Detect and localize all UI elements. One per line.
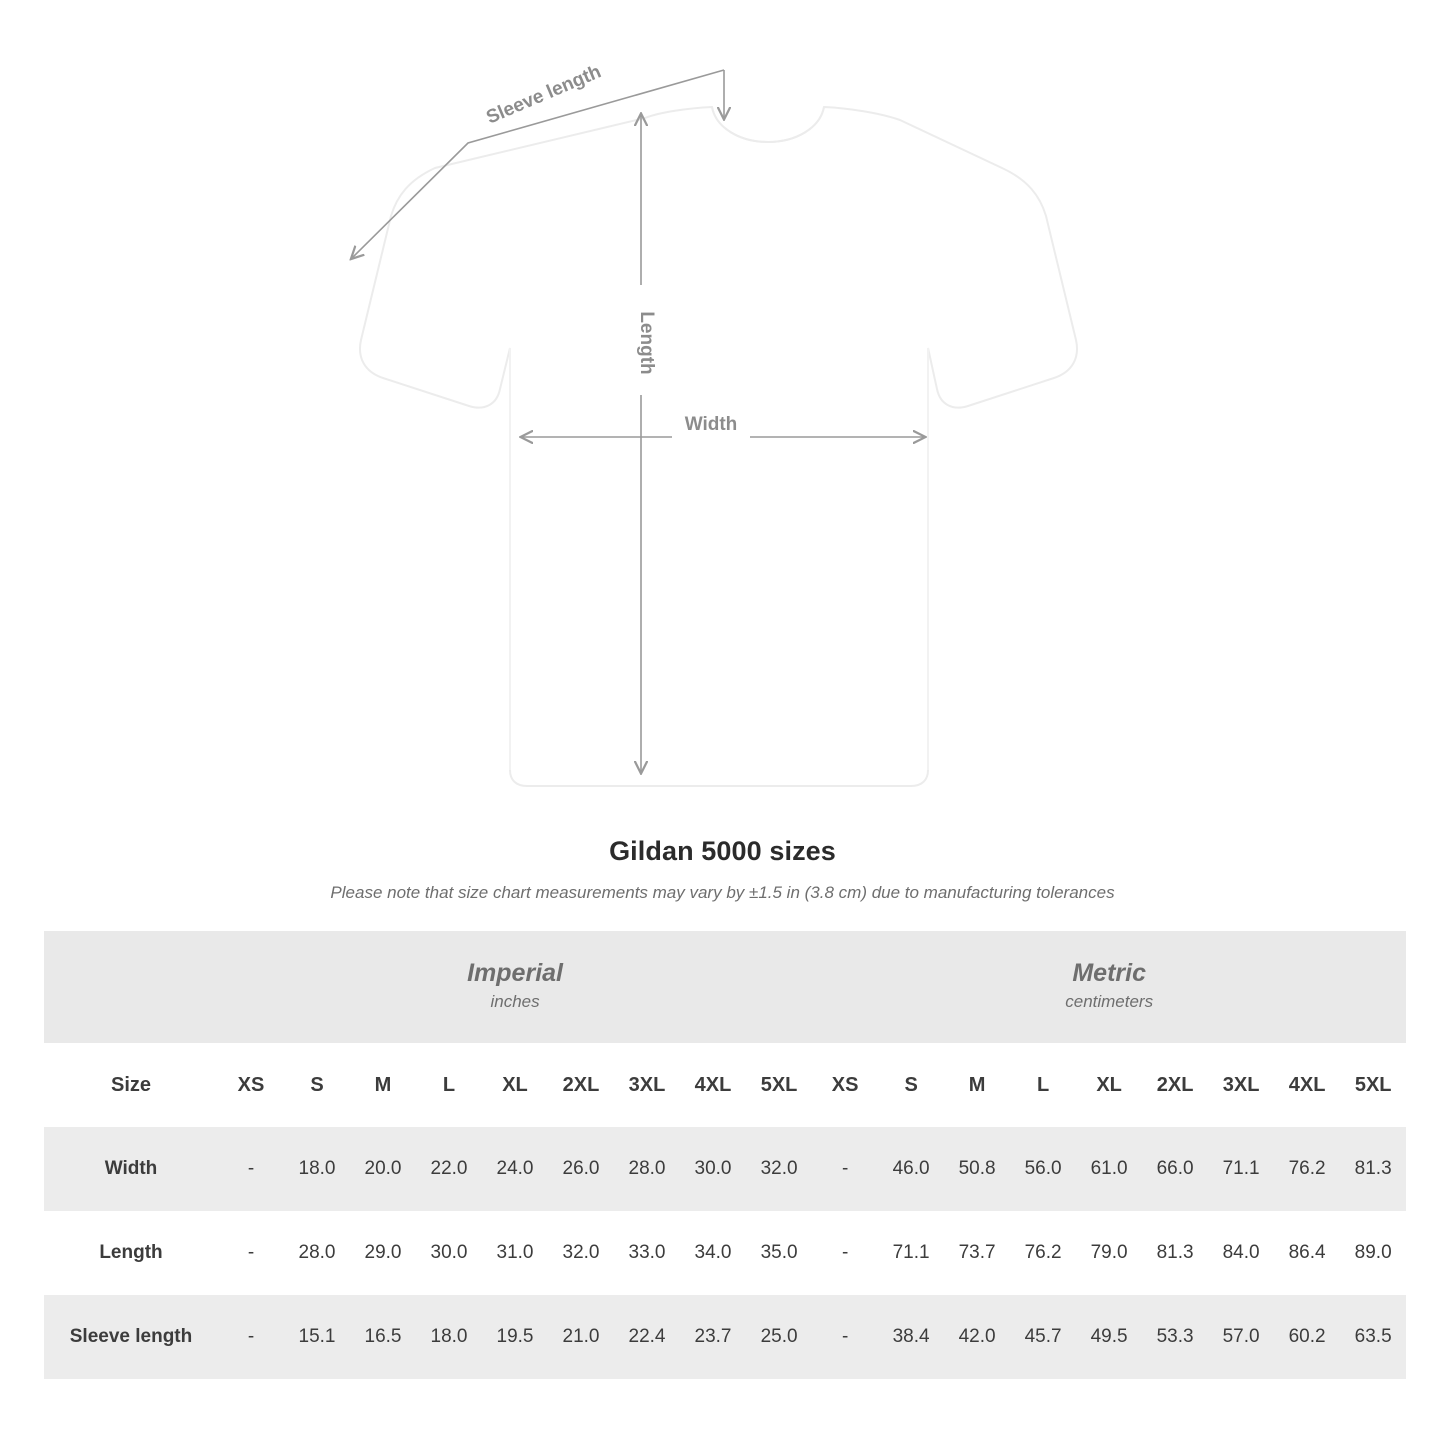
size-header-metric-l: L xyxy=(1010,1043,1076,1127)
unit-name-imperial: Imperial xyxy=(467,959,563,988)
cell-sleeve-metric-m: 42.0 xyxy=(944,1295,1010,1379)
cell-length-imperial-2xl: 32.0 xyxy=(548,1211,614,1295)
cell-width-imperial-m: 20.0 xyxy=(350,1127,416,1211)
cell-sleeve-metric-xs: - xyxy=(812,1295,878,1379)
unit-header-row xyxy=(44,931,1406,1043)
cell-width-metric-4xl: 76.2 xyxy=(1274,1127,1340,1211)
cell-width-imperial-5xl: 32.0 xyxy=(746,1127,812,1211)
cell-width-imperial-3xl: 28.0 xyxy=(614,1127,680,1211)
size-header-metric-3xl: 3XL xyxy=(1208,1043,1274,1127)
cell-sleeve-metric-4xl: 60.2 xyxy=(1274,1295,1340,1379)
cell-length-imperial-3xl: 33.0 xyxy=(614,1211,680,1295)
cell-sleeve-imperial-2xl: 21.0 xyxy=(548,1295,614,1379)
tshirt-shape xyxy=(360,107,1077,786)
size-table-wrap xyxy=(0,931,1445,1379)
cell-width-imperial-xs: - xyxy=(218,1127,284,1211)
unit-header-metric xyxy=(812,931,1406,1043)
cell-length-metric-m: 73.7 xyxy=(944,1211,1010,1295)
length-label: Length xyxy=(636,311,657,375)
cell-sleeve-metric-xl: 49.5 xyxy=(1076,1295,1142,1379)
cell-sleeve-metric-2xl: 53.3 xyxy=(1142,1295,1208,1379)
unit-header-spacer xyxy=(44,931,218,1043)
unit-sub-metric: centimeters xyxy=(1065,991,1154,1011)
cell-sleeve-imperial-l: 18.0 xyxy=(416,1295,482,1379)
size-header-metric-5xl: 5XL xyxy=(1340,1043,1406,1127)
size-header-metric-2xl: 2XL xyxy=(1142,1043,1208,1127)
size-header-imperial-2xl: 2XL xyxy=(548,1043,614,1127)
cell-width-metric-s: 46.0 xyxy=(878,1127,944,1211)
cell-sleeve-metric-l: 45.7 xyxy=(1010,1295,1076,1379)
cell-width-imperial-l: 22.0 xyxy=(416,1127,482,1211)
cell-sleeve-metric-3xl: 57.0 xyxy=(1208,1295,1274,1379)
cell-length-metric-2xl: 81.3 xyxy=(1142,1211,1208,1295)
cell-length-imperial-l: 30.0 xyxy=(416,1211,482,1295)
unit-sub-imperial: inches xyxy=(490,991,540,1011)
cell-length-imperial-xl: 31.0 xyxy=(482,1211,548,1295)
cell-length-metric-xl: 79.0 xyxy=(1076,1211,1142,1295)
cell-length-metric-5xl: 89.0 xyxy=(1340,1211,1406,1295)
cell-width-imperial-s: 18.0 xyxy=(284,1127,350,1211)
cell-sleeve-imperial-xs: - xyxy=(218,1295,284,1379)
size-header-imperial-xl: XL xyxy=(482,1043,548,1127)
chart-title: Gildan 5000 sizes xyxy=(609,836,836,866)
cell-width-imperial-xl: 24.0 xyxy=(482,1127,548,1211)
cell-length-imperial-5xl: 35.0 xyxy=(746,1211,812,1295)
cell-width-imperial-2xl: 26.0 xyxy=(548,1127,614,1211)
unit-header-imperial xyxy=(218,931,812,1043)
cell-length-metric-xs: - xyxy=(812,1211,878,1295)
cell-width-metric-3xl: 71.1 xyxy=(1208,1127,1274,1211)
cell-length-metric-s: 71.1 xyxy=(878,1211,944,1295)
cell-sleeve-imperial-3xl: 22.4 xyxy=(614,1295,680,1379)
size-header-metric-4xl: 4XL xyxy=(1274,1043,1340,1127)
size-header-metric-xl: XL xyxy=(1076,1043,1142,1127)
size-header-imperial-5xl: 5XL xyxy=(746,1043,812,1127)
cell-length-metric-4xl: 86.4 xyxy=(1274,1211,1340,1295)
row-label-width: Width xyxy=(44,1127,218,1211)
cell-sleeve-metric-5xl: 63.5 xyxy=(1340,1295,1406,1379)
cell-length-metric-l: 76.2 xyxy=(1010,1211,1076,1295)
size-header-metric-xs: XS xyxy=(812,1043,878,1127)
cell-sleeve-imperial-4xl: 23.7 xyxy=(680,1295,746,1379)
tolerance-note: Please note that size chart measurements may vary by ±1.5 in (3.8 cm) due to manufacturing tolerances xyxy=(330,883,1115,902)
size-table xyxy=(44,931,1406,1379)
cell-width-metric-5xl: 81.3 xyxy=(1340,1127,1406,1211)
cell-width-metric-xl: 61.0 xyxy=(1076,1127,1142,1211)
cell-sleeve-imperial-m: 16.5 xyxy=(350,1295,416,1379)
title-block xyxy=(0,836,1445,903)
row-label-sleeve-length: Sleeve length xyxy=(44,1295,218,1379)
sleeve-length-label: Sleeve length xyxy=(483,61,605,129)
row-label-length: Length xyxy=(44,1211,218,1295)
cell-width-imperial-4xl: 30.0 xyxy=(680,1127,746,1211)
size-header-imperial-4xl: 4XL xyxy=(680,1043,746,1127)
cell-sleeve-imperial-xl: 19.5 xyxy=(482,1295,548,1379)
cell-sleeve-imperial-s: 15.1 xyxy=(284,1295,350,1379)
size-header-imperial-s: S xyxy=(284,1043,350,1127)
size-header-metric-s: S xyxy=(878,1043,944,1127)
cell-sleeve-metric-s: 38.4 xyxy=(878,1295,944,1379)
cell-width-metric-2xl: 66.0 xyxy=(1142,1127,1208,1211)
size-header-imperial-m: M xyxy=(350,1043,416,1127)
size-header-imperial-xs: XS xyxy=(218,1043,284,1127)
cell-length-imperial-xs: - xyxy=(218,1211,284,1295)
cell-length-imperial-m: 29.0 xyxy=(350,1211,416,1295)
table-row xyxy=(44,1127,1406,1211)
cell-width-metric-l: 56.0 xyxy=(1010,1127,1076,1211)
table-row xyxy=(44,1295,1406,1379)
cell-width-metric-xs: - xyxy=(812,1127,878,1211)
table-row xyxy=(44,1211,1406,1295)
size-header-row xyxy=(44,1043,1406,1127)
unit-name-metric: Metric xyxy=(1072,959,1146,988)
cell-length-metric-3xl: 84.0 xyxy=(1208,1211,1274,1295)
cell-sleeve-imperial-5xl: 25.0 xyxy=(746,1295,812,1379)
width-label: Width xyxy=(684,414,738,435)
size-header-imperial-3xl: 3XL xyxy=(614,1043,680,1127)
cell-length-imperial-4xl: 34.0 xyxy=(680,1211,746,1295)
cell-width-metric-m: 50.8 xyxy=(944,1127,1010,1211)
size-header-label: Size xyxy=(44,1043,218,1127)
cell-length-imperial-s: 28.0 xyxy=(284,1211,350,1295)
size-header-metric-m: M xyxy=(944,1043,1010,1127)
size-header-imperial-l: L xyxy=(416,1043,482,1127)
